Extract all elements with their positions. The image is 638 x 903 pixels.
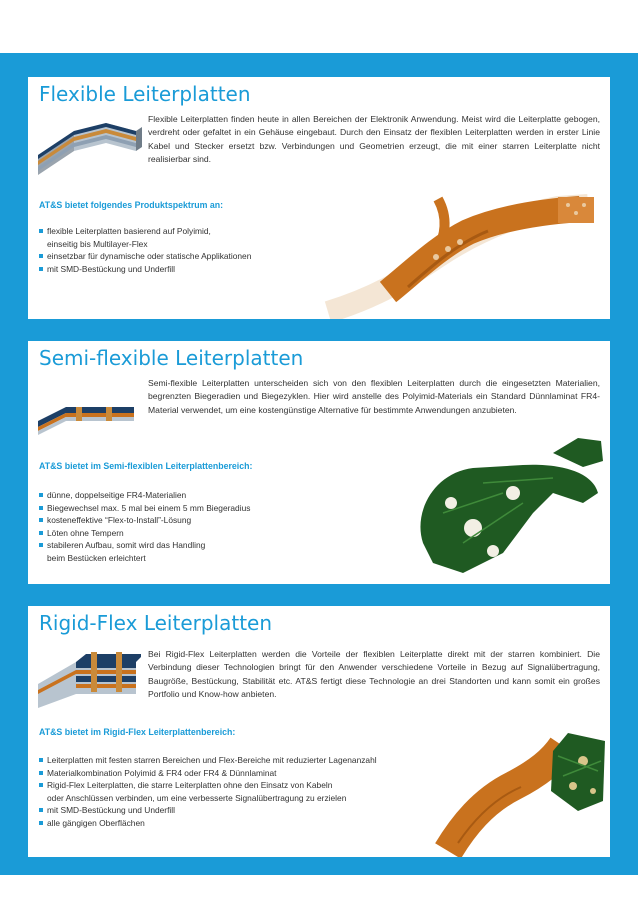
section-subtitle: AT&S bietet im Semi-flexiblen Leiterplattenbereich:: [39, 461, 253, 471]
semi-flex-pcb-photo: [403, 433, 608, 583]
flex-pcb-photo: [318, 187, 608, 319]
rigid-flex-layer-diagram: [36, 644, 141, 710]
section-rigid-flex: [28, 606, 610, 857]
list-item: mit SMD-Bestückung und Underfill: [39, 804, 377, 817]
list-item: Rigid-Flex Leiterplatten, die starre Leiterplatten ohne den Einsatz von Kabeln oder Anschlüssen verbinden, um eine verbesserte Signalübertragung zu erzielen: [39, 779, 377, 804]
list-item: mit SMD-Bestückung und Underfill: [39, 263, 251, 276]
list-item: stabileren Aufbau, somit wird das Handling beim Bestücken erleichtert: [39, 539, 250, 564]
flex-layer-diagram: [36, 117, 144, 177]
list-item: Materialkombination Polyimid & FR4 oder FR4 & Dünnlaminat: [39, 767, 377, 780]
list-item: Löten ohne Tempern: [39, 527, 250, 540]
section-subtitle: AT&S bietet im Rigid-Flex Leiterplattenbereich:: [39, 727, 236, 737]
section-title: Rigid-Flex Leiterplatten: [39, 611, 273, 635]
section-flexible: [28, 77, 610, 319]
feature-list: [39, 489, 250, 565]
section-title: Flexible Leiterplatten: [39, 82, 251, 106]
list-item: Biegewechsel max. 5 mal bei einem 5 mm Biegeradius: [39, 502, 250, 515]
section-description: Semi-flexible Leiterplatten unterscheiden sich von den flexiblen Leiterplatten durch die eingesetzten Materialien, begrenzten Biegeradien und Biegezyklen. Hier wird anstelle des Polyimid-Materials ein Standard Dünnlaminat FR4-Material verwendet, um eine kostengünstige Alternative für bestimmte Anwendungen anzubieten.: [148, 378, 600, 415]
section-title: Semi-flexible Leiterplatten: [39, 346, 304, 370]
semi-flex-layer-diagram: [36, 399, 136, 435]
section-description: Flexible Leiterplatten finden heute in allen Bereichen der Elektronik Anwendung. Meist wird die Leiterplatte gebogen, verdreht oder gefaltet in ein Gehäuse eingebaut. Durch den Einsatz der flexiblen Leiterplatten werden in erster Linie Kabel und Stecker ersetzt bzw. Verbindungen und Geometrien erzeugt, die mit einer starren Leiterplatte nicht realisierbar sind.: [148, 114, 600, 165]
list-item: Leiterplatten mit festen starren Bereichen und Flex-Bereiche mit reduzierter Lagenanzahl: [39, 754, 377, 767]
feature-list: [39, 225, 251, 275]
section-description: Bei Rigid-Flex Leiterplatten werden die Vorteile der flexiblen Leiterplatte direkt mit der starren kombiniert. Die Verbindung dieser Technologien bringt für den Anwender verschiedene Vorteile in Bezug auf Signalübertragung, Baugröße, Bestückung, Stabilität etc. AT&S fertigt diese Technologie an drei Standorten und kann somit ein großes Portfolio und Know-how anbieten.: [148, 649, 600, 700]
list-item: einsetzbar für dynamische oder statische Applikationen: [39, 250, 251, 263]
rigid-flex-pcb-photo: [433, 731, 608, 857]
list-item: alle gängigen Oberflächen: [39, 817, 377, 830]
list-item: dünne, doppelseitige FR4-Materialien: [39, 489, 250, 502]
list-item: kosteneffektive “Flex-to-Install”-Lösung: [39, 514, 250, 527]
feature-list: [39, 754, 377, 830]
list-item: flexible Leiterplatten basierend auf Polyimid, einseitig bis Multilayer-Flex: [39, 225, 251, 250]
section-subtitle: AT&S bietet folgendes Produktspektrum an:: [39, 200, 224, 210]
section-semi-flexible: [28, 341, 610, 584]
